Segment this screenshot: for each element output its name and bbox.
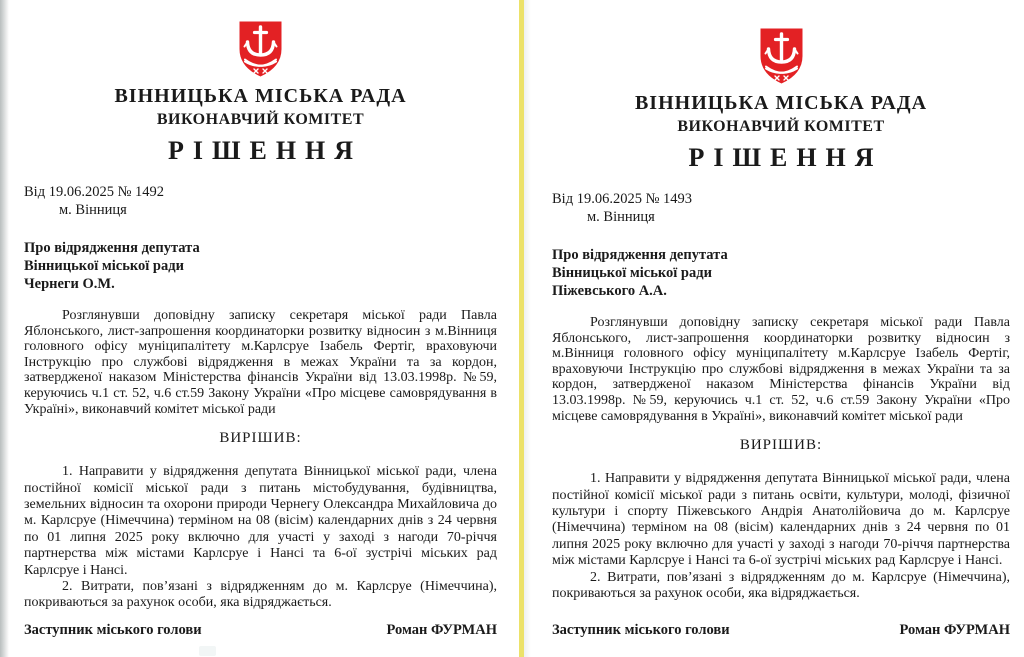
document-header [24, 20, 497, 166]
signatory-title: Заступник міського голови [24, 622, 202, 638]
vinnytsia-coat-of-arms-icon [758, 27, 805, 85]
subject-line: Піжевського А.А. [552, 283, 667, 299]
resolution-item-2: 2. Витрати, пов’язані з відрядженням до м. Карлсруе (Німеччина), покриваються за рахунок особи, яка відряджається. [24, 579, 497, 611]
resolution-items [24, 464, 497, 612]
document-right [524, 0, 1024, 657]
signatory-name: Роман ФУРМАН [899, 622, 1010, 638]
resolved-heading: ВИРІШИВ: [739, 437, 823, 454]
resolution-item-1: 1. Направити у відрядження депутата Вінницької міської ради, члена постійної комісії міської ради з питань містобудування, будівництва, земельних відносин та охорони природи Чернегу Олександра Михайловича до м. Карлсруе (Німеччина) терміном на 08 (вісім) календарних днів з 24 червня по 01 липня 2025 року включно для участі у заході з нагоди 70-річчя партнерства між містами Карлсруе і Нансі та 6-ої зустрічі міських рад Карлсруе і Нансі. [24, 464, 497, 578]
resolution-item-1: 1. Направити у відрядження депутата Вінницької міської ради, члена постійної комісії міської ради з питань освіти, культури, молоді, фізичної культури і спорту Піжевського Андрія Анатолійовича до м. Карлсруе (Німеччина) терміном на 08 (вісім) календарних днів з 24 червня по 01 липня 2025 року включно для участі у заході з нагоди 70-річчя партнерства між містами Карлсруе і Нансі та 6-ої зустрічі міських рад Карлсруе і Нансі. [552, 471, 1010, 569]
subject-line: Вінницької міської ради [552, 265, 712, 281]
signatory-name: Роман ФУРМАН [386, 622, 497, 638]
document-type-title: РІШЕННЯ [167, 136, 363, 165]
city-line: м. Вінниця [587, 209, 655, 225]
signature-block [24, 622, 497, 645]
city-line: м. Вінниця [59, 202, 127, 218]
resolved-heading: ВИРІШИВ: [219, 430, 302, 447]
org-name: ВІННИЦЬКА МІСЬКА РАДА [114, 85, 407, 107]
subject-line: Про відрядження депутата [24, 240, 200, 256]
preamble-paragraph: Розглянувши доповідну записку секретаря міської ради Павла Яблонського, лист-запрошення координаторки розвитку відносин з м.Вінниця головного офісу муніципалітету м.Карлсруе Ізабель Фертіг, враховуючи Інструкцію про службові відрядження в межах України та за кордон, затвердженої наказом Міністерства фінансів України від 13.03.1998р. №59, керуючись ч.1 ст. 52, ч.6 ст.59 Закону України «Про місцеве самоврядування в Україні», виконавчий комітет міської ради [552, 315, 1010, 424]
vinnytsia-coat-of-arms-icon [237, 20, 284, 78]
preamble-paragraph: Розглянувши доповідну записку секретаря міської ради Павла Яблонського, лист-запрошення координаторки розвитку відносин з м.Вінниця головного офісу муніципалітету м.Карлсруе Ізабель Фертіг, враховуючи Інструкцію про службові відрядження в межах України та за кордон, затвердженої наказом Міністерства фінансів України від 13.03.1998р. №59, керуючись ч.1 ст. 52, ч.6 ст.59 Закону України «Про місцеве самоврядування в Україні», виконавчий комітет міської ради [24, 308, 497, 417]
document-header [552, 27, 1010, 173]
org-name: ВІННИЦЬКА МІСЬКА РАДА [634, 92, 928, 114]
signature-block [552, 622, 1010, 645]
date-number-line: Від 19.06.2025 № 1493 [552, 191, 693, 207]
resolution-items [552, 471, 1010, 602]
document-meta [24, 183, 497, 219]
org-committee: ВИКОНАВЧИЙ КОМІТЕТ [677, 118, 885, 135]
document-type-title: РІШЕННЯ [688, 143, 883, 172]
date-number-line: Від 19.06.2025 № 1492 [24, 184, 165, 200]
subject-line: Про відрядження депутата [552, 247, 728, 263]
org-committee: ВИКОНАВЧИЙ КОМІТЕТ [156, 111, 365, 128]
resolution-item-2: 2. Витрати, пов’язані з відрядженням до м. Карлсруе (Німеччина), покриваються за рахунок особи, яка відряджається. [552, 569, 1010, 601]
scan-shadow-left-edge [0, 0, 9, 657]
scan-artifact [199, 646, 216, 656]
scan-shadow-right-page-edge [524, 0, 531, 657]
subject-block [24, 239, 497, 293]
subject-line: Чернеги О.М. [24, 276, 115, 292]
signatory-title: Заступник міського голови [552, 622, 730, 638]
subject-block [552, 246, 1010, 300]
subject-line: Вінницької міської ради [24, 258, 184, 274]
page-divider [519, 0, 524, 657]
document-meta [552, 190, 1010, 226]
